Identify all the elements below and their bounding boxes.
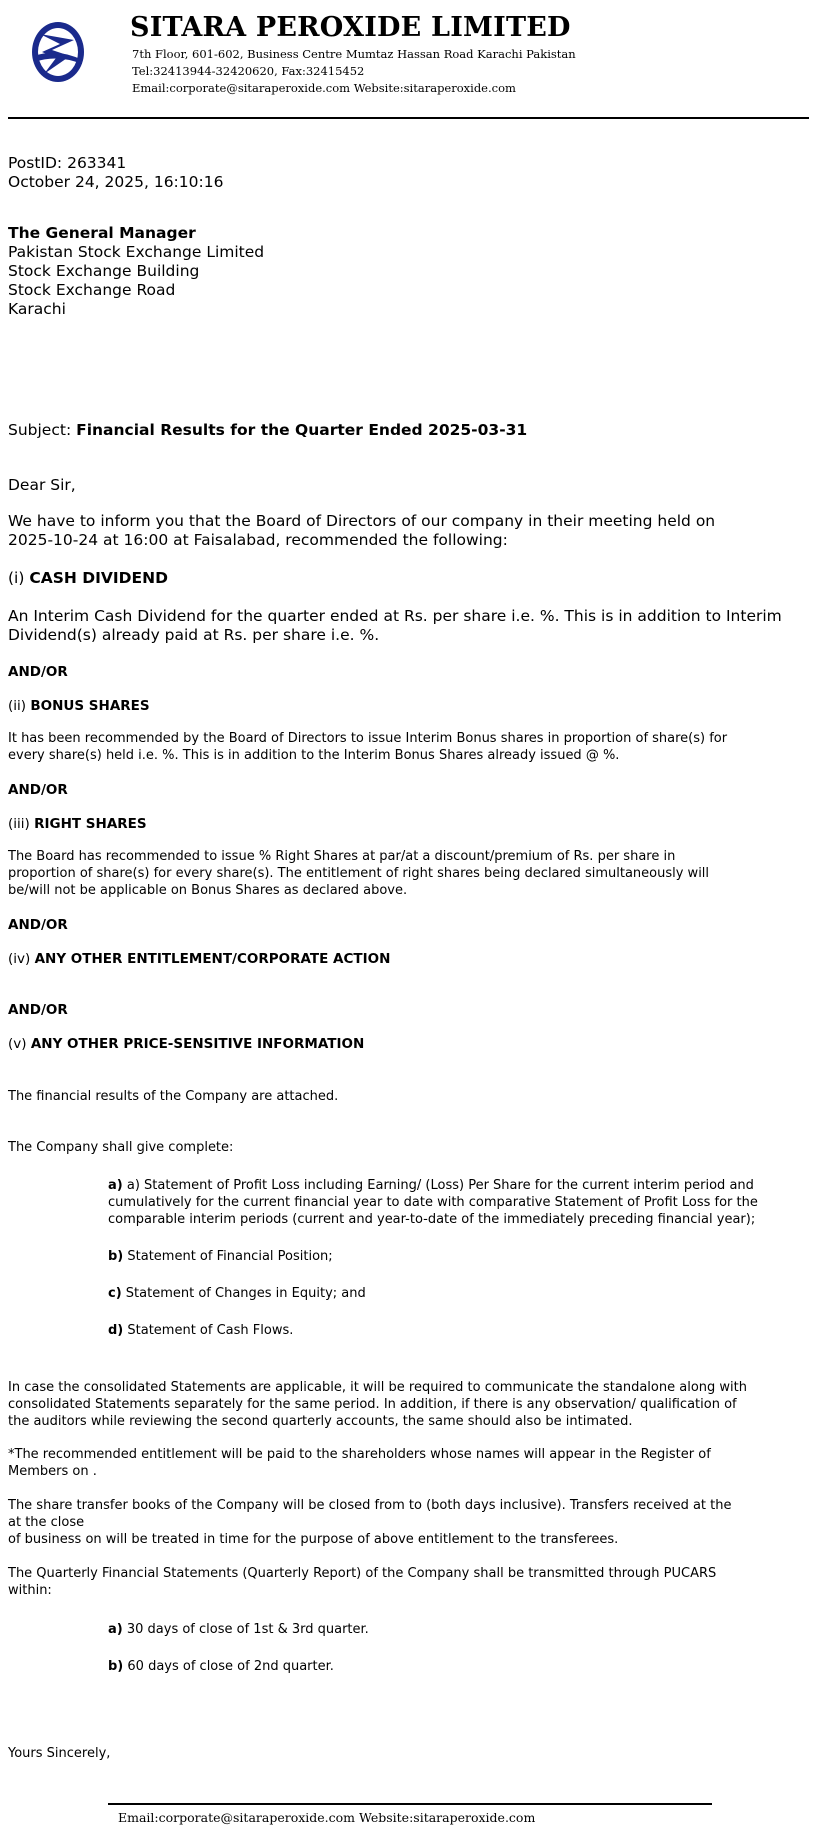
and-or-divider: AND/OR (8, 664, 68, 680)
list-text: a) Statement of Profit Loss including Earning/ (Loss) Per Share for the current interim period and (126, 1178, 754, 1193)
quarter-item-b (108, 1659, 334, 1676)
right-shares-text: The Board has recommended to issue % Right Shares at par/at a discount/premium of Rs. per share in (8, 849, 676, 864)
list-marker: d) (108, 1323, 124, 1338)
statement-item-c (108, 1286, 366, 1303)
statement-item-b (108, 1249, 333, 1266)
section-number: (iii) (8, 816, 30, 832)
list-text: 60 days of close of 2nd quarter. (127, 1659, 334, 1674)
post-id: PostID: 263341 (8, 154, 127, 172)
intro-line: We have to inform you that the Board of Directors of our company in their meeting held on (8, 512, 716, 530)
and-or-divider: AND/OR (8, 1002, 68, 1018)
list-marker: a) (108, 1178, 123, 1193)
recipient-title: The General Manager (8, 224, 196, 242)
entitlement-text: Members on . (8, 1464, 97, 1479)
list-marker: c) (108, 1286, 122, 1301)
consolidated-text: In case the consolidated Statements are applicable, it will be required to communicate the standalone along with (8, 1380, 747, 1395)
closing-text: Yours Sincerely, (8, 1746, 111, 1761)
list-marker: b) (108, 1249, 124, 1264)
statement-item-d (108, 1323, 293, 1340)
statement-item-a-text: cumulatively for the current financial year to date with comparative Statement of Profit Loss for the (108, 1195, 758, 1210)
recipient-line: Stock Exchange Building (8, 262, 200, 280)
company-phone: Tel:32413944-32420620, Fax:32415452 (132, 64, 365, 78)
section-number: (v) (8, 1036, 27, 1052)
results-attached-text: The financial results of the Company are attached. (8, 1089, 339, 1104)
transfer-text: The share transfer books of the Company will be closed from to (both days inclusive). Transfers received at the (8, 1498, 732, 1513)
list-text: Statement of Financial Position; (127, 1249, 333, 1264)
list-text: 30 days of close of 1st & 3rd quarter. (126, 1622, 369, 1637)
pucars-text: The Quarterly Financial Statements (Quarterly Report) of the Company shall be transmitted through PUCARS (8, 1566, 717, 1581)
section-title: BONUS SHARES (30, 698, 150, 714)
list-marker: a) (108, 1622, 123, 1637)
consolidated-text: consolidated Statements separately for the same period. In addition, if there is any observation/ qualification of (8, 1397, 737, 1412)
statement-item-a (108, 1178, 754, 1195)
cash-dividend-text: Dividend(s) already paid at Rs. per share i.e. %. (8, 626, 380, 644)
recipient-line: Pakistan Stock Exchange Limited (8, 243, 265, 261)
recipient-line: Stock Exchange Road (8, 281, 176, 299)
subject-label: Subject: (8, 421, 72, 439)
subject-line (8, 421, 527, 440)
subject-text: Financial Results for the Quarter Ended 2025-03-31 (76, 421, 528, 439)
other-entitlement-heading (8, 951, 390, 968)
section-title: RIGHT SHARES (34, 816, 147, 832)
right-shares-text: be/will not be applicable on Bonus Shares as declared above. (8, 883, 408, 898)
cash-dividend-text: An Interim Cash Dividend for the quarter ended at Rs. per share i.e. %. This is in addition to Interim (8, 607, 782, 625)
right-shares-text: proportion of share(s) for every share(s). The entitlement of right shares being declared simultaneously will (8, 866, 710, 881)
header-divider (8, 117, 809, 119)
list-text: Statement of Cash Flows. (127, 1323, 294, 1338)
statement-item-a-text: comparable interim periods (current and year-to-date of the immediately preceding financial year); (108, 1212, 756, 1227)
recipient-line: Karachi (8, 300, 66, 318)
company-address: 7th Floor, 601-602, Business Centre Mumtaz Hassan Road Karachi Pakistan (132, 47, 576, 61)
post-datetime: October 24, 2025, 16:10:16 (8, 173, 224, 191)
intro-line: 2025-10-24 at 16:00 at Faisalabad, recommended the following: (8, 531, 508, 549)
transfer-text: at the close (8, 1515, 85, 1530)
company-contact: Email:corporate@sitaraperoxide.com Website:sitaraperoxide.com (132, 81, 516, 95)
cash-dividend-heading (8, 569, 168, 588)
footer-divider (108, 1803, 712, 1805)
and-or-divider: AND/OR (8, 782, 68, 798)
quarter-item-a (108, 1622, 369, 1639)
company-name: SITARA PEROXIDE LIMITED (130, 12, 571, 43)
give-complete-text: The Company shall give complete: (8, 1140, 234, 1155)
list-marker: b) (108, 1659, 124, 1674)
bonus-shares-text: every share(s) held i.e. %. This is in addition to the Interim Bonus Shares already issued @ %. (8, 748, 620, 763)
footer-contact: Email:corporate@sitaraperoxide.com Website:sitaraperoxide.com (118, 1810, 536, 1825)
bonus-shares-text: It has been recommended by the Board of Directors to issue Interim Bonus shares in proportion of share(s) for (8, 731, 728, 746)
entitlement-text: *The recommended entitlement will be paid to the shareholders whose names will appear in the Register of (8, 1447, 711, 1462)
letterhead (0, 0, 817, 118)
right-shares-heading (8, 816, 147, 833)
section-title: ANY OTHER PRICE-SENSITIVE INFORMATION (30, 1036, 365, 1052)
other-info-heading (8, 1036, 364, 1053)
consolidated-text: the auditors while reviewing the second quarterly accounts, the same should also be intimated. (8, 1414, 633, 1429)
salutation: Dear Sir, (8, 476, 76, 494)
section-title: CASH DIVIDEND (29, 569, 168, 587)
section-number: (iv) (8, 951, 31, 967)
list-text: Statement of Changes in Equity; and (125, 1286, 366, 1301)
company-logo-icon (30, 20, 86, 84)
section-number: (ii) (8, 698, 27, 714)
section-title: ANY OTHER ENTITLEMENT/CORPORATE ACTION (34, 951, 391, 967)
section-number: (i) (8, 569, 25, 587)
transfer-text: of business on will be treated in time for the purpose of above entitlement to the transferees. (8, 1532, 619, 1547)
pucars-text: within: (8, 1583, 52, 1598)
bonus-shares-heading (8, 698, 150, 715)
and-or-divider: AND/OR (8, 917, 68, 933)
